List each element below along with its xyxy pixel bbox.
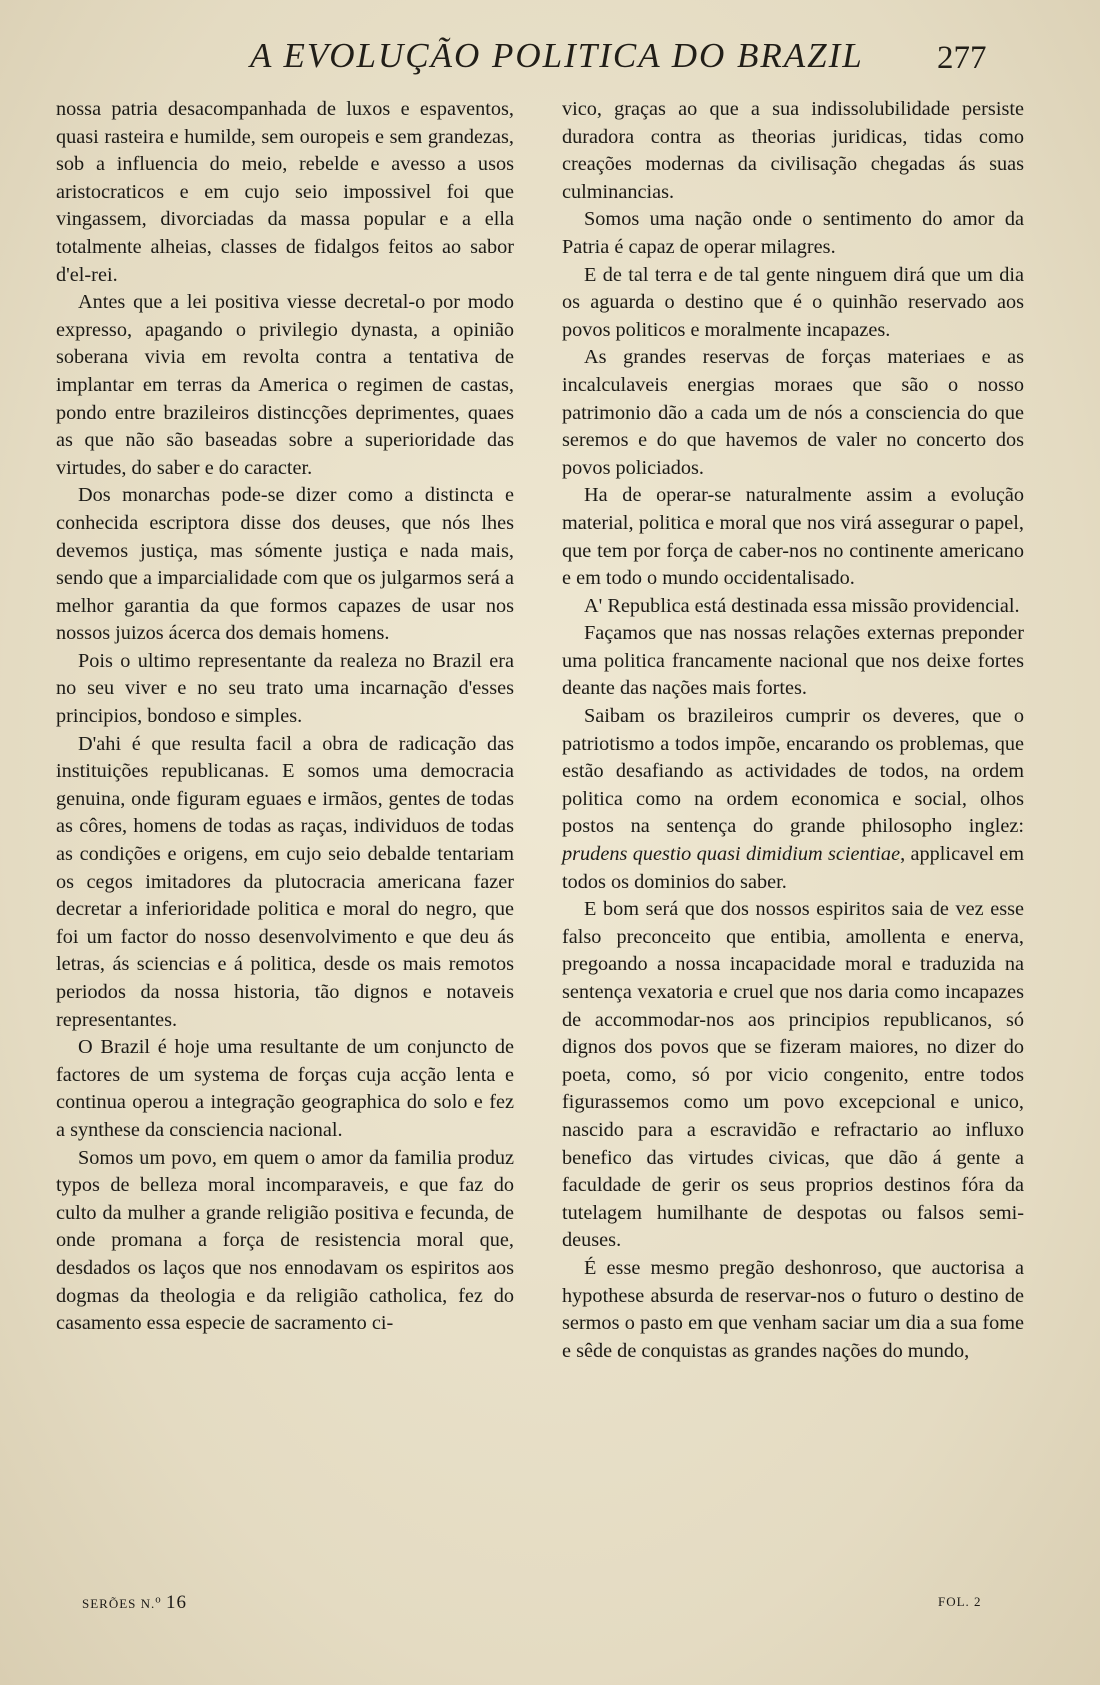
paragraph: vico, graças ao que a sua indissolubilidade persiste duradora contra as theorias juridicas, tidas como creações modernas da civilisação chegadas ás suas culminancias. — [562, 98, 1024, 203]
paragraph: Somos um povo, em quem o amor da familia produz typos de belleza moral incomparaveis, e que faz do culto da mulher a grande religião positiva e fecunda, de onde promana a força de resistencia moral que, desdados os laços que nos ennodavam os espiritos aos dogmas da theologia e da religião catholica, fez do casamento essa especie de sacramento ci- — [56, 1146, 514, 1335]
paragraph: D'ahi é que resulta facil a obra de radicação das instituições republicanas. E somos uma democracia genuina, onde figuram eguaes e irmãos, gentes de todas as côres, homens de todas as raças, individuos de todas as condições e origens, em cujo seio debalde tentariam os cegos imitadores da plutocracia americana fazer decretar a inferioridade politica e moral do negro, que foi um factor do nosso desenvolvimento e que deu ás letras, ás sciencias e á politica, desde os mais remotos periodos da nossa historia, tão dignos e notaveis representantes. — [56, 732, 514, 1031]
left-column — [56, 96, 514, 1338]
paragraph: E de tal terra e de tal gente ninguem dirá que um dia os aguarda o destino que é o quinhão reservado aos povos politicos e moralmente incapazes. — [562, 263, 1024, 341]
paragraph: Dos monarchas pode-se dizer como a distincta e conhecida escriptora disse dos deuses, que nós lhes devemos justiça, mas sómente justiça e nada mais, sendo que a imparcialidade com que os julgarmos será a melhor garantia da que formos capazes de usar nos nossos juizos ácerca dos demais homens. — [56, 484, 514, 645]
running-title: A EVOLUÇÃO POLITICA DO BRAZIL — [250, 36, 864, 75]
signature-degree: o — [155, 1593, 162, 1606]
paragraph: Pois o ultimo representante da realeza no Brazil era no seu viver e no seu trato uma incarnação d'esses principios, bondoso e simples. — [56, 649, 514, 728]
signature-mark — [82, 1592, 187, 1614]
paragraph: E bom será que dos nossos espiritos saia de vez esse falso preconceito que entibia, amollenta e enerva, pregoando a nossa incapacidade moral e traduzida na sentença vexatoria e cruel que nos daria como incapazes de accommodar-nos aos principios republicanos, só dignos dos povos que se fizeram maiores, no dizer do poeta, como, só por vicio congenito, entre todos figurassemos como um povo excepcional e unico, nascido para a escravidão e refractario ao influxo benefico das virtudes civicas, que dão á gente a faculdade de gerir os seus proprios destinos fóra da tutelagem humilhante de despotas ou falsos semi-deuses. — [562, 898, 1024, 1252]
page-number: 277 — [937, 40, 987, 76]
paragraph: O Brazil é hoje uma resultante de um conjuncto de factores de um systema de forças cuja acção lenta e continua operou a integração geographica do solo e fez a synthese da consciencia nacional. — [56, 1036, 514, 1141]
paragraph: As grandes reservas de forças materiaes e as incalculaveis energias moraes que são o nosso patrimonio dão a cada um de nós a consciencia do que seremos e do que havemos de valer no concerto dos povos policiados. — [562, 346, 1024, 479]
right-column — [562, 96, 1024, 1365]
paragraph: Somos uma nação onde o sentimento do amor da Patria é capaz de operar milagres. — [562, 208, 1024, 258]
paragraph: Ha de operar-se naturalmente assim a evolução material, politica e moral que nos virá assegurar o papel, que tem por força de caber-nos no continente americano e em todo o mundo occidentalisado. — [562, 484, 1024, 590]
paragraph: nossa patria desacompanhada de luxos e espaventos, quasi rasteira e humilde, sem ouropeis e sem grandezas, sob a influencia do meio, rebelde e avesso a usos aristocraticos e em cujo seio impossivel foi que vingassem, divorciadas da massa popular e a ella totalmente alheias, classes de fidalgos feitos ao sabor d'el-rei. — [56, 98, 514, 286]
paragraph: Antes que a lei positiva viesse decretal-o por modo expresso, apagando o privilegio dynasta, a opinião soberana vivia em revolta contra a tentativa de implantar em terras da America o regimen de castas, pondo entre brazileiros distincções deprimentes, quaes as que não são baseadas sobre a superioridade das virtudes, do saber e do caracter. — [56, 291, 514, 479]
paragraph-text: Saibam os brazileiros cumprir os deveres, que o patriotismo a todos impõe, encarando os problemas, que estão desafiando as actividades de todos, na ordem politica como na ordem economica e social, olhos postos na sentença do grande philosopho inglez: — [562, 705, 1024, 838]
paragraph: Façamos que nas nossas relações externas preponder uma politica francamente nacional que nos deixe fortes deante das nações mais fortes. — [562, 622, 1024, 700]
signature-number: 16 — [165, 1592, 187, 1613]
page-footer — [0, 1592, 1100, 1622]
page-header — [0, 36, 1100, 86]
paragraph: É esse mesmo pregão deshonroso, que auctorisa a hypothese absurda de reservar-nos o futuro o destino de sermos o pasto em que venham saciar um dia a sua fome e sêde de conquistas as grandes nações do mundo, — [562, 1256, 1024, 1362]
signature-prefix: SERÕES N. — [82, 1596, 156, 1611]
paragraph: A' Republica está destinada essa missão providencial. — [584, 594, 1020, 617]
folio-mark: FOL. 2 — [938, 1594, 982, 1609]
paragraph-text: , applicavel em todos os dominios do saber. — [562, 843, 1024, 893]
latin-quote: prudens questio quasi dimidium scientiae — [562, 843, 901, 866]
paragraph-with-quote — [562, 703, 1024, 896]
